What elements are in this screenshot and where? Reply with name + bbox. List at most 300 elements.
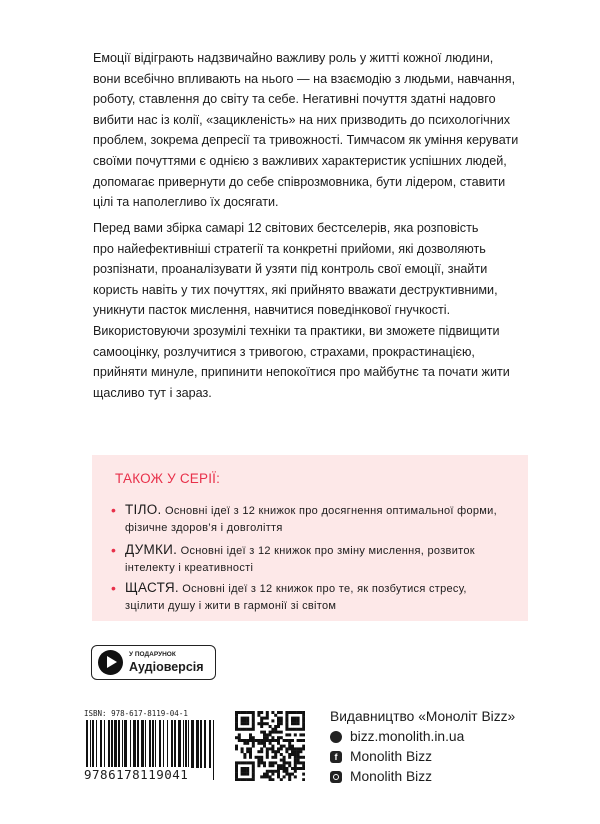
qr-module	[260, 747, 263, 750]
qr-module	[280, 736, 283, 739]
qr-module	[266, 736, 269, 739]
barcode-bar	[183, 720, 184, 768]
qr-module	[269, 747, 272, 750]
qr-module	[235, 745, 238, 748]
qr-module	[241, 719, 244, 722]
qr-module	[243, 761, 246, 764]
qr-module	[283, 739, 286, 742]
text-line: вони всебічно впливають на нього — на взаємодію з людьми, навчання,	[93, 71, 516, 86]
qr-module	[235, 770, 238, 773]
qr-module	[299, 750, 302, 753]
qr-module	[299, 747, 302, 750]
qr-module	[260, 761, 263, 764]
qr-module	[280, 764, 283, 767]
qr-module	[302, 745, 305, 748]
qr-module	[271, 764, 274, 767]
qr-module	[288, 775, 291, 778]
qr-module	[291, 711, 294, 714]
qr-module	[302, 739, 305, 742]
qr-module	[246, 717, 249, 720]
qr-module	[288, 711, 291, 714]
text-line: вибити нас із колії, «зацикленість» на них призводить до психологічних	[93, 112, 511, 127]
qr-module	[288, 733, 291, 736]
barcode-bar	[104, 720, 105, 768]
qr-module	[243, 739, 246, 742]
qr-module	[294, 756, 297, 759]
qr-module	[246, 739, 249, 742]
qr-module	[252, 773, 255, 776]
qr-module	[271, 711, 274, 714]
qr-module	[271, 745, 274, 748]
text-line: прийняти минуле, припинити непокоїтися про майбутнє та почати жити	[93, 365, 510, 380]
qr-module	[241, 747, 244, 750]
qr-module	[235, 736, 238, 739]
qr-module	[285, 773, 288, 776]
qr-module	[252, 717, 255, 720]
qr-module	[246, 742, 249, 745]
qr-module	[302, 717, 305, 720]
qr-module	[271, 731, 274, 734]
qr-module	[266, 775, 269, 778]
qr-module	[269, 725, 272, 728]
barcode-bar	[209, 720, 211, 768]
qr-module	[235, 722, 238, 725]
qr-module	[280, 745, 283, 748]
qr-module	[297, 717, 300, 720]
qr-module	[243, 728, 246, 731]
qr-module	[294, 711, 297, 714]
series-item-head: ТІЛО.	[125, 502, 162, 517]
qr-module	[235, 761, 238, 764]
qr-module	[294, 775, 297, 778]
qr-module	[252, 761, 255, 764]
qr-module	[249, 711, 252, 714]
qr-module	[280, 722, 283, 725]
qr-module	[302, 773, 305, 776]
qr-module	[302, 725, 305, 728]
qr-module	[285, 767, 288, 770]
qr-module	[246, 722, 249, 725]
qr-module	[252, 725, 255, 728]
bullet-icon: •	[111, 502, 117, 518]
qr-module	[260, 756, 263, 759]
qr-module	[269, 764, 272, 767]
qr-module	[246, 711, 249, 714]
qr-module	[238, 728, 241, 731]
qr-module	[252, 736, 255, 739]
qr-module	[291, 753, 294, 756]
barcode-bar	[163, 720, 164, 768]
qr-module	[291, 722, 294, 725]
qr-module	[243, 722, 246, 725]
qr-module	[246, 778, 249, 781]
qr-module	[263, 742, 266, 745]
qr-module	[263, 764, 266, 767]
qr-module	[235, 778, 238, 781]
series-item-mind	[111, 542, 475, 576]
qr-module	[277, 711, 280, 714]
qr-module	[260, 722, 263, 725]
qr-module	[294, 717, 297, 720]
barcode-bar	[130, 720, 131, 768]
barcode-bar	[118, 720, 120, 768]
barcode-bar	[155, 720, 156, 768]
qr-module	[249, 753, 252, 756]
qr-module	[297, 719, 300, 722]
qr-module	[277, 736, 280, 739]
audio-version-badge	[91, 645, 216, 680]
qr-module	[274, 753, 277, 756]
qr-module	[271, 750, 274, 753]
qr-module	[288, 728, 291, 731]
qr-module	[238, 733, 241, 736]
qr-module	[274, 770, 277, 773]
qr-module	[274, 756, 277, 759]
qr-module	[257, 711, 260, 714]
qr-module	[271, 756, 274, 759]
qr-module	[249, 778, 252, 781]
bullet-icon: •	[111, 580, 117, 596]
qr-module	[277, 725, 280, 728]
qr-module	[288, 773, 291, 776]
qr-module	[266, 750, 269, 753]
qr-module	[263, 731, 266, 734]
qr-module	[252, 739, 255, 742]
qr-module	[280, 778, 283, 781]
text-line: Емоції відіграють надзвичайно важливу роль у житті кожної людини,	[93, 51, 494, 65]
qr-module	[235, 767, 238, 770]
qr-module	[257, 756, 260, 759]
qr-module	[260, 750, 263, 753]
qr-module	[243, 711, 246, 714]
series-box	[92, 455, 528, 621]
barcode-bar	[124, 720, 127, 768]
qr-module	[288, 761, 291, 764]
text-line: самооцінку, розлучитися з тривогою, страхами, прокрастинацією,	[93, 344, 475, 359]
qr-module	[294, 770, 297, 773]
qr-module	[294, 767, 297, 770]
qr-module	[266, 756, 269, 759]
qr-module	[266, 773, 269, 776]
qr-module	[291, 750, 294, 753]
qr-module	[266, 714, 269, 717]
qr-module	[285, 714, 288, 717]
qr-module	[302, 728, 305, 731]
qr-module	[271, 773, 274, 776]
isbn-label: ISBN: 978-617-8119-04-1	[84, 709, 188, 718]
qr-module	[266, 711, 269, 714]
qr-module	[271, 728, 274, 731]
qr-module	[241, 739, 244, 742]
website-link[interactable]: bizz.monolith.in.ua	[350, 729, 465, 744]
qr-module	[246, 728, 249, 731]
qr-module	[252, 722, 255, 725]
qr-module	[294, 733, 297, 736]
qr-module	[260, 731, 263, 734]
qr-module	[291, 773, 294, 776]
qr-module	[255, 739, 258, 742]
qr-module	[294, 719, 297, 722]
qr-module	[285, 728, 288, 731]
text-line: уникнути пасток мислення, навчитися поведінкової гнучкості.	[93, 303, 451, 318]
qr-module	[288, 753, 291, 756]
qr-module	[299, 739, 302, 742]
qr-module	[249, 728, 252, 731]
text-line: користь навіть у тих почуттях, які прийнято вважати деструктивними,	[93, 282, 498, 297]
qr-module	[271, 736, 274, 739]
qr-module	[260, 711, 263, 714]
qr-module	[241, 722, 244, 725]
qr-module	[241, 773, 244, 776]
text-line: допомагає привернути до себе співрозмовника, бути лідером, ставити	[93, 174, 506, 189]
qr-module	[299, 761, 302, 764]
qr-module	[291, 739, 294, 742]
qr-module	[285, 733, 288, 736]
qr-module	[288, 745, 291, 748]
qr-module	[257, 761, 260, 764]
qr-module	[283, 767, 286, 770]
qr-module	[280, 747, 283, 750]
qr-module	[246, 770, 249, 773]
qr-module	[252, 775, 255, 778]
qr-module	[271, 719, 274, 722]
qr-module	[241, 717, 244, 720]
qr-module	[243, 773, 246, 776]
ean-number: 9786178119041	[84, 767, 189, 782]
barcode-bar	[108, 720, 110, 768]
bullet-icon: •	[111, 542, 117, 558]
qr-module	[266, 747, 269, 750]
audio-title: Аудіоверсія	[129, 660, 204, 674]
qr-module	[271, 739, 274, 742]
qr-module	[263, 717, 266, 720]
qr-module	[297, 711, 300, 714]
qr-module	[283, 764, 286, 767]
qr-module	[269, 739, 272, 742]
qr-module	[257, 764, 260, 767]
qr-module	[235, 728, 238, 731]
qr-module	[243, 717, 246, 720]
qr-module	[263, 761, 266, 764]
qr-module	[297, 761, 300, 764]
qr-module	[285, 722, 288, 725]
series-item-text: Основні ідеї з 12 книжок про досягнення оптимальної форми,	[161, 505, 497, 517]
qr-module	[283, 759, 286, 762]
barcode-bar	[122, 720, 123, 768]
qr-module	[235, 714, 238, 717]
qr-module	[252, 742, 255, 745]
qr-code	[235, 711, 305, 781]
qr-module	[274, 725, 277, 728]
qr-module	[241, 728, 244, 731]
qr-module	[274, 731, 277, 734]
qr-module	[283, 761, 286, 764]
qr-module	[269, 733, 272, 736]
qr-module	[249, 750, 252, 753]
qr-module	[274, 714, 277, 717]
barcode-bar	[141, 720, 144, 768]
qr-module	[260, 719, 263, 722]
qr-module	[238, 778, 241, 781]
qr-module	[302, 714, 305, 717]
barcode-bar	[178, 720, 181, 768]
qr-module	[260, 725, 263, 728]
text-line: роботу, ставлення до світу та себе. Негативні почуття здатні надовго	[93, 92, 496, 107]
qr-module	[255, 756, 258, 759]
qr-module	[249, 747, 252, 750]
qr-module	[243, 778, 246, 781]
text-line: розпізнати, проаналізувати й узяти під контроль свої емоції, знайти	[93, 262, 488, 277]
qr-module	[280, 731, 283, 734]
qr-module	[274, 761, 277, 764]
instagram-link[interactable]: Monolith Bizz	[350, 769, 433, 784]
qr-module	[252, 728, 255, 731]
barcode-bar	[111, 720, 113, 768]
qr-module	[280, 719, 283, 722]
qr-module	[302, 761, 305, 764]
qr-module	[274, 728, 277, 731]
qr-module	[280, 753, 283, 756]
qr-module	[243, 719, 246, 722]
qr-module	[302, 756, 305, 759]
qr-module	[302, 733, 305, 736]
qr-module	[252, 719, 255, 722]
series-item-text: Основні ідеї з 12 книжок про зміну мислення, розвиток	[177, 545, 475, 557]
qr-module	[283, 745, 286, 748]
qr-module	[297, 750, 300, 753]
barcode-bar	[114, 720, 117, 768]
qr-module	[285, 717, 288, 720]
qr-module	[283, 775, 286, 778]
qr-module	[241, 750, 244, 753]
qr-module	[271, 778, 274, 781]
qr-module	[285, 761, 288, 764]
barcode-bar	[191, 720, 194, 768]
qr-module	[302, 764, 305, 767]
barcode-bar	[188, 720, 189, 768]
qr-module	[297, 756, 300, 759]
qr-module	[260, 759, 263, 762]
series-item-happiness	[111, 580, 467, 614]
qr-module	[288, 739, 291, 742]
barcode-bar	[185, 720, 187, 768]
qr-module	[285, 747, 288, 750]
qr-module	[252, 767, 255, 770]
qr-module	[285, 739, 288, 742]
qr-module	[297, 767, 300, 770]
qr-module	[285, 770, 288, 773]
qr-module	[294, 722, 297, 725]
qr-module	[299, 767, 302, 770]
barcode-bar	[174, 720, 176, 768]
qr-module	[260, 739, 263, 742]
qr-module	[241, 767, 244, 770]
qr-module	[260, 775, 263, 778]
qr-module	[302, 767, 305, 770]
qr-module	[269, 742, 272, 745]
qr-module	[241, 778, 244, 781]
qr-module	[249, 756, 252, 759]
description-paragraph-1	[93, 48, 518, 213]
barcode-bar	[213, 720, 214, 780]
qr-module	[241, 711, 244, 714]
qr-module	[241, 761, 244, 764]
series-item-head: ДУМКИ.	[125, 542, 178, 557]
publisher-name: Видавництво «Моноліт Bizz»	[330, 709, 516, 724]
description-paragraph-2	[93, 218, 510, 403]
qr-module	[299, 728, 302, 731]
qr-module	[277, 764, 280, 767]
qr-module	[294, 750, 297, 753]
qr-module	[241, 770, 244, 773]
qr-module	[291, 719, 294, 722]
qr-module	[294, 747, 297, 750]
qr-module	[297, 747, 300, 750]
qr-module	[277, 742, 280, 745]
qr-module	[294, 764, 297, 767]
series-item-body	[111, 502, 497, 536]
text-line: про найефективніші стратегії та конкретні прийоми, які дозволяють	[93, 241, 486, 256]
series-item-text: інтелекту і креативності	[125, 561, 254, 574]
barcode-bar	[200, 720, 202, 768]
qr-module	[269, 778, 272, 781]
qr-module	[243, 742, 246, 745]
qr-module	[263, 733, 266, 736]
qr-module	[252, 714, 255, 717]
qr-module	[280, 759, 283, 762]
barcode-bar	[90, 720, 91, 768]
qr-module	[238, 711, 241, 714]
qr-module	[285, 719, 288, 722]
barcode-bar	[145, 720, 146, 768]
qr-module	[277, 739, 280, 742]
qr-module	[285, 711, 288, 714]
qr-module	[269, 775, 272, 778]
text-line: Використовуючи зрозумілі техніки та практики, ви зможете підвищити	[93, 323, 500, 338]
qr-module	[274, 739, 277, 742]
barcode-bar	[159, 720, 161, 768]
series-title: ТАКОЖ У СЕРІЇ:	[115, 471, 221, 486]
globe-icon	[330, 731, 342, 743]
text-line: Перед вами збірка самарі 12 світових бестселерів, яка розповість	[93, 221, 479, 235]
qr-module	[302, 778, 305, 781]
qr-module	[277, 773, 280, 776]
qr-module	[291, 717, 294, 720]
qr-module	[257, 739, 260, 742]
facebook-link[interactable]: Monolith Bizz	[350, 749, 433, 764]
qr-module	[297, 722, 300, 725]
qr-module	[277, 747, 280, 750]
qr-module	[299, 756, 302, 759]
qr-module	[288, 742, 291, 745]
qr-module	[246, 747, 249, 750]
qr-module	[243, 770, 246, 773]
qr-module	[249, 736, 252, 739]
barcode-bar	[137, 720, 139, 768]
qr-module	[288, 778, 291, 781]
qr-module	[291, 728, 294, 731]
barcode-bar	[92, 720, 94, 768]
series-item-text: фізичне здоров’я і довголіття	[125, 521, 283, 534]
play-icon	[98, 650, 123, 675]
qr-module	[277, 767, 280, 770]
qr-module	[291, 747, 294, 750]
qr-module	[271, 770, 274, 773]
qr-module	[235, 764, 238, 767]
qr-module	[235, 717, 238, 720]
qr-module	[277, 717, 280, 720]
qr-module	[257, 750, 260, 753]
